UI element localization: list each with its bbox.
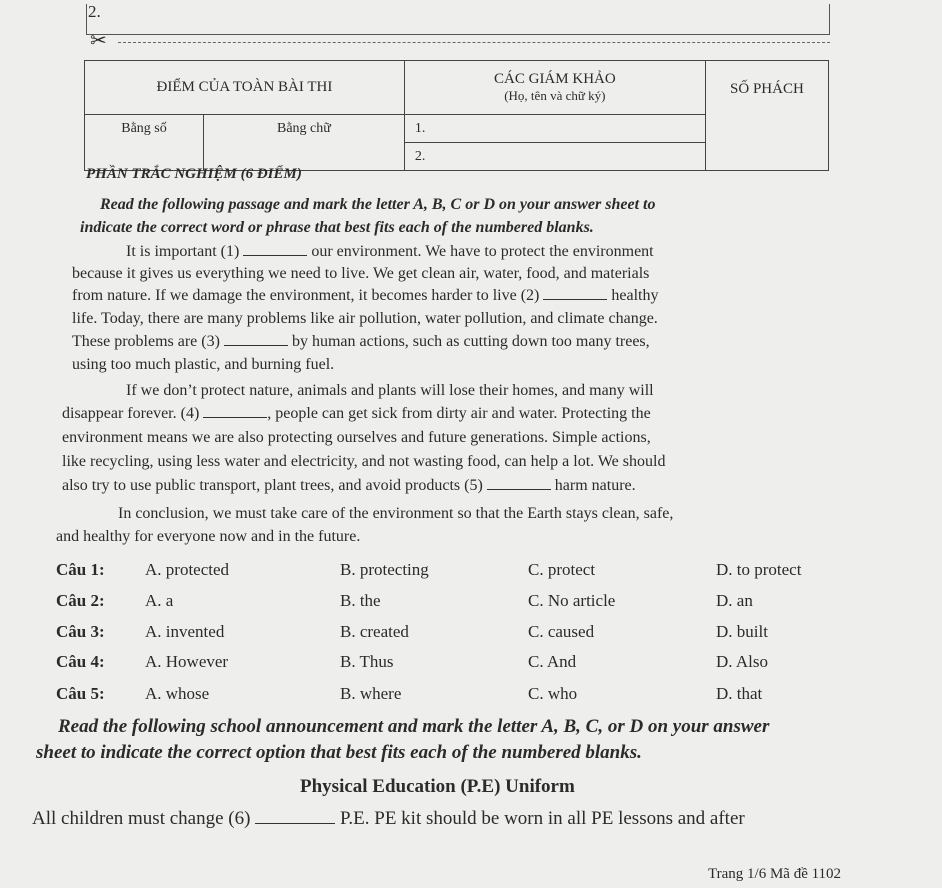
- question-4-label: Câu 4:: [56, 652, 105, 671]
- question-4-option-c[interactable]: C. And: [528, 652, 577, 671]
- examiner-2: 2.: [404, 143, 705, 171]
- blank-4: [203, 405, 267, 418]
- examiner-1: 1.: [404, 115, 705, 143]
- announcement-line-1: All children must change (6) P.E. PE kit should be worn in all PE lessons and after: [32, 808, 745, 829]
- question-5: [0, 684, 942, 708]
- question-5-label: Câu 5:: [56, 684, 105, 703]
- passage-line-7: If we don’t protect nature, animals and plants will lose their homes, and many will: [126, 382, 654, 399]
- question-2-option-c[interactable]: C. No article: [528, 591, 616, 610]
- passage-line-5: These problems are (3) by human actions, such as cutting down too many trees,: [72, 333, 650, 350]
- header-box: [86, 4, 830, 35]
- question-3-option-a[interactable]: A. invented: [145, 622, 225, 641]
- question-2-option-d[interactable]: D. an: [716, 591, 753, 610]
- question-1-option-b[interactable]: B. protecting: [340, 560, 429, 579]
- scissors-icon: ✂: [90, 30, 107, 52]
- question-1-option-c[interactable]: C. protect: [528, 560, 596, 579]
- question-1-label: Câu 1:: [56, 560, 105, 579]
- blank-3: [224, 333, 288, 346]
- question-4-option-d[interactable]: D. Also: [716, 652, 768, 671]
- question-4-option-a[interactable]: A. However: [145, 652, 229, 671]
- score-words-label: Bằng chữ: [277, 121, 331, 136]
- passage-line-12: In conclusion, we must take care of the environment so that the Earth stays clean, safe,: [118, 505, 674, 522]
- examiners-title: CÁC GIÁM KHẢO: [494, 71, 616, 87]
- question-1-option-a[interactable]: A. protected: [145, 560, 230, 579]
- question-2-option-b[interactable]: B. the: [340, 591, 381, 610]
- instruction-1-line-1: Read the following passage and mark the letter A, B, C or D on your answer sheet to: [100, 196, 656, 213]
- announcement-title: Physical Education (P.E) Uniform: [300, 776, 575, 797]
- question-5-option-d[interactable]: D. that: [716, 684, 763, 703]
- blank-5: [487, 477, 551, 490]
- question-4-option-b[interactable]: B. Thus: [340, 652, 394, 671]
- passage-line-6: using too much plastic, and burning fuel.: [72, 356, 335, 373]
- question-5-option-a[interactable]: A. whose: [145, 684, 210, 703]
- question-2-label: Câu 2:: [56, 591, 105, 610]
- passage-line-3: from nature. If we damage the environment, it becomes harder to live (2) healthy: [72, 287, 659, 304]
- question-3-option-c[interactable]: C. caused: [528, 622, 595, 641]
- passage-line-9: environment means we are also protecting ourselves and future generations. Simple actions,: [62, 429, 651, 446]
- question-2: [0, 591, 942, 615]
- score-table: [84, 60, 829, 171]
- score-words-cell: [204, 115, 405, 171]
- question-4: [0, 652, 942, 676]
- score-numeric-cell: [85, 115, 204, 171]
- passage-line-10: like recycling, using less water and electricity, and not wasting food, can help a lot. We should: [62, 453, 666, 470]
- blank-2: [543, 287, 607, 300]
- section-heading: PHẦN TRẮC NGHIỆM (6 ĐIỂM): [86, 166, 302, 182]
- question-3-option-d[interactable]: D. built: [716, 622, 768, 641]
- question-3: [0, 622, 942, 646]
- blank-6: [255, 811, 335, 824]
- instruction-1-line-2: indicate the correct word or phrase that best fits each of the numbered blanks.: [80, 219, 594, 236]
- question-5-option-b[interactable]: B. where: [340, 684, 402, 703]
- passage-line-4: life. Today, there are many problems like air pollution, water pollution, and climate change.: [72, 310, 658, 327]
- passage-line-13: and healthy for everyone now and in the future.: [56, 528, 361, 545]
- passage-line-1: It is important (1) our environment. We have to protect the environment: [126, 243, 654, 260]
- total-score-title: ĐIỂM CỦA TOÀN BÀI THI: [85, 61, 405, 115]
- score-numeric-label: Bằng số: [121, 121, 167, 136]
- question-1: [0, 560, 942, 584]
- question-5-option-c[interactable]: C. who: [528, 684, 578, 703]
- examiners-sub: (Họ, tên và chữ ký): [504, 88, 606, 103]
- question-1-option-d[interactable]: D. to protect: [716, 560, 802, 579]
- page-footer: Trang 1/6 Mã đề 1102: [708, 866, 842, 882]
- passage-line-8: disappear forever. (4) , people can get sick from dirty air and water. Protecting the: [62, 405, 651, 422]
- cut-line: [118, 42, 830, 43]
- question-number: 2.: [88, 2, 101, 21]
- instruction-2-line-2: sheet to indicate the correct option that best fits each of the numbered blanks.: [36, 742, 642, 763]
- code-title: SỐ PHÁCH: [705, 61, 828, 171]
- passage-line-2: because it gives us everything we need to live. We get clean air, water, food, and materials: [72, 265, 650, 282]
- question-3-option-b[interactable]: B. created: [340, 622, 409, 641]
- instruction-2-line-1: Read the following school announcement and mark the letter A, B, C, or D on your answer: [58, 716, 770, 737]
- blank-1: [243, 243, 307, 256]
- question-2-option-a[interactable]: A. a: [145, 591, 174, 610]
- question-3-label: Câu 3:: [56, 622, 105, 641]
- examiners-header: [404, 61, 705, 115]
- passage-line-11: also try to use public transport, plant trees, and avoid products (5) harm nature.: [62, 477, 636, 494]
